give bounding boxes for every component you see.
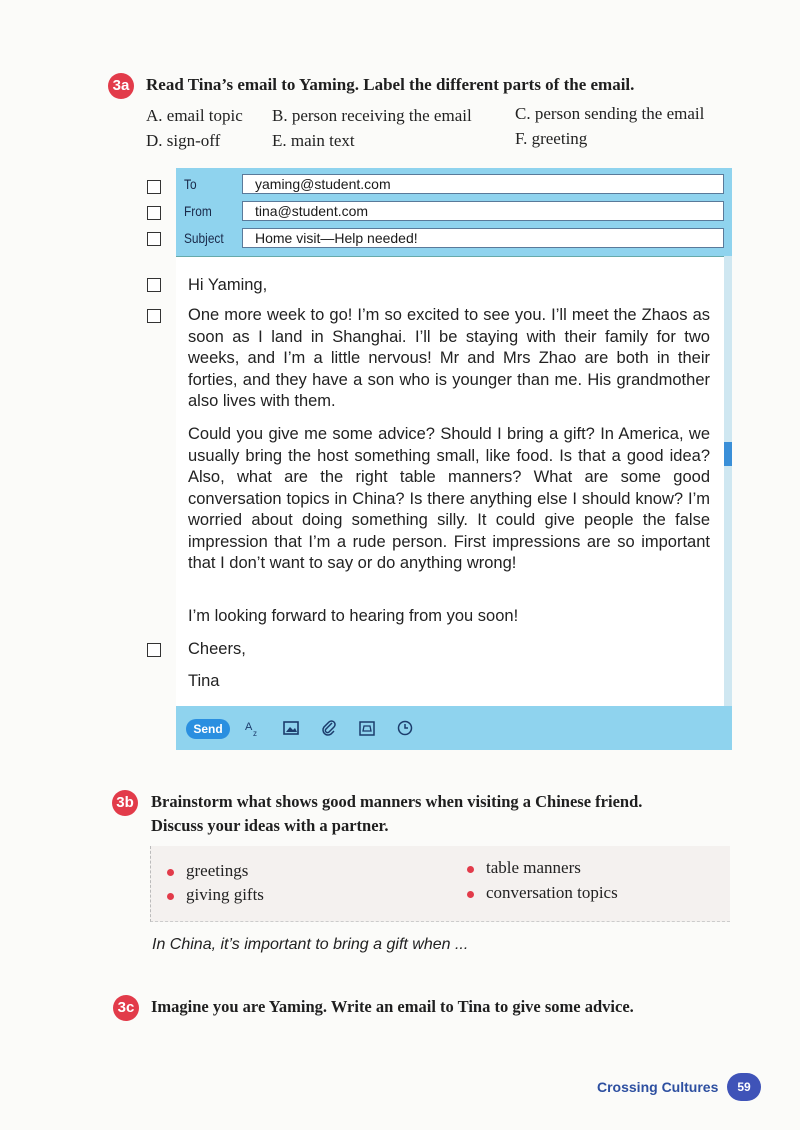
email-paragraph-3: I’m looking forward to hearing from you soon! [188, 607, 519, 625]
from-label: From [184, 203, 212, 219]
exercise-3c-instruction: Imagine you are Yaming. Write an email to Tina to give some advice. [151, 997, 634, 1016]
bullet-dot [167, 869, 174, 876]
to-field[interactable]: yaming@student.com [242, 174, 724, 194]
from-row [184, 201, 732, 223]
to-label: To [184, 176, 197, 192]
bullet-dot [467, 891, 474, 898]
email-scrollbar[interactable] [724, 256, 732, 706]
to-row [184, 174, 732, 196]
folder-icon[interactable] [358, 719, 376, 737]
label-checkbox-greeting[interactable] [147, 278, 161, 292]
bullet-giving-gifts: giving gifts [186, 885, 264, 904]
example-sentence: In China, it’s important to bring a gift when ... [152, 936, 469, 953]
email-window [176, 168, 732, 750]
option-f: F. greeting [515, 129, 588, 148]
option-d: D. sign-off [146, 131, 221, 150]
clock-icon[interactable] [396, 719, 414, 737]
bullet-greetings: greetings [186, 861, 249, 880]
email-greeting: Hi Yaming, [188, 276, 268, 294]
send-button[interactable]: Send [186, 719, 230, 739]
text-format-icon[interactable] [244, 719, 262, 737]
image-icon[interactable] [282, 719, 300, 737]
bullet-dot [467, 866, 474, 873]
email-sender-name: Tina [188, 672, 220, 690]
exercise-3b-instruction-line-1: Brainstorm what shows good manners when visiting a Chinese friend. [151, 792, 643, 811]
subject-row [184, 228, 732, 250]
email-paragraph-2: Could you give me some advice? Should I bring a gift? In America, we usually bring the host something small, like food. Is that a good idea? Also, what are the right table manners? What are some good conversation topics in China? Is there anything else I should know? I’m worried about doing something silly. It could give people the false impression that I’m a rude person. First impressions are so important that I don’t want to say or do anything wrong! [188, 425, 710, 572]
label-checkbox-sign-off[interactable] [147, 643, 161, 657]
exercise-3b-instruction-line-2: Discuss your ideas with a partner. [151, 816, 389, 835]
section-title: Crossing Cultures [597, 1079, 719, 1095]
email-paragraph-1: One more week to go! I’m so excited to see you. I’ll meet the Zhaos as soon as I land in Shanghai. I’ll be staying with their family for two weeks, and I’m a little nervous! Mr and Mrs Zhao are both in their forties, and they have a son who is younger than me. His grandmother also lives with them. [188, 306, 710, 410]
bullet-table-manners: table manners [486, 858, 581, 877]
label-checkbox-main-text[interactable] [147, 309, 161, 323]
attach-icon[interactable] [320, 719, 338, 737]
label-checkbox-subject[interactable] [147, 232, 161, 246]
option-b: B. person receiving the email [272, 106, 472, 125]
subject-label: Subject [184, 230, 224, 246]
svg-text:z: z [253, 729, 257, 737]
option-e: E. main text [272, 131, 355, 150]
email-body[interactable] [176, 256, 724, 706]
subject-field[interactable]: Home visit—Help needed! [242, 228, 724, 248]
email-sign-off: Cheers, [188, 640, 246, 658]
page-number: 59 [727, 1073, 761, 1101]
bullet-dot [167, 893, 174, 900]
brainstorm-box [150, 846, 730, 922]
exercise-3a-instruction: Read Tina’s email to Yaming. Label the different parts of the email. [146, 75, 635, 94]
exercise-3b-badge: 3b [112, 790, 138, 816]
email-toolbar [176, 706, 732, 750]
option-a: A. email topic [146, 106, 243, 125]
exercise-3c-badge: 3c [113, 995, 139, 1021]
bullet-conversation-topics: conversation topics [486, 883, 618, 902]
label-checkbox-to[interactable] [147, 180, 161, 194]
svg-text:A: A [245, 721, 253, 733]
from-field[interactable]: tina@student.com [242, 201, 724, 221]
label-checkbox-from[interactable] [147, 206, 161, 220]
exercise-3a-badge: 3a [108, 73, 134, 99]
option-c: C. person sending the email [515, 104, 705, 123]
email-scrollbar-thumb[interactable] [724, 442, 732, 466]
